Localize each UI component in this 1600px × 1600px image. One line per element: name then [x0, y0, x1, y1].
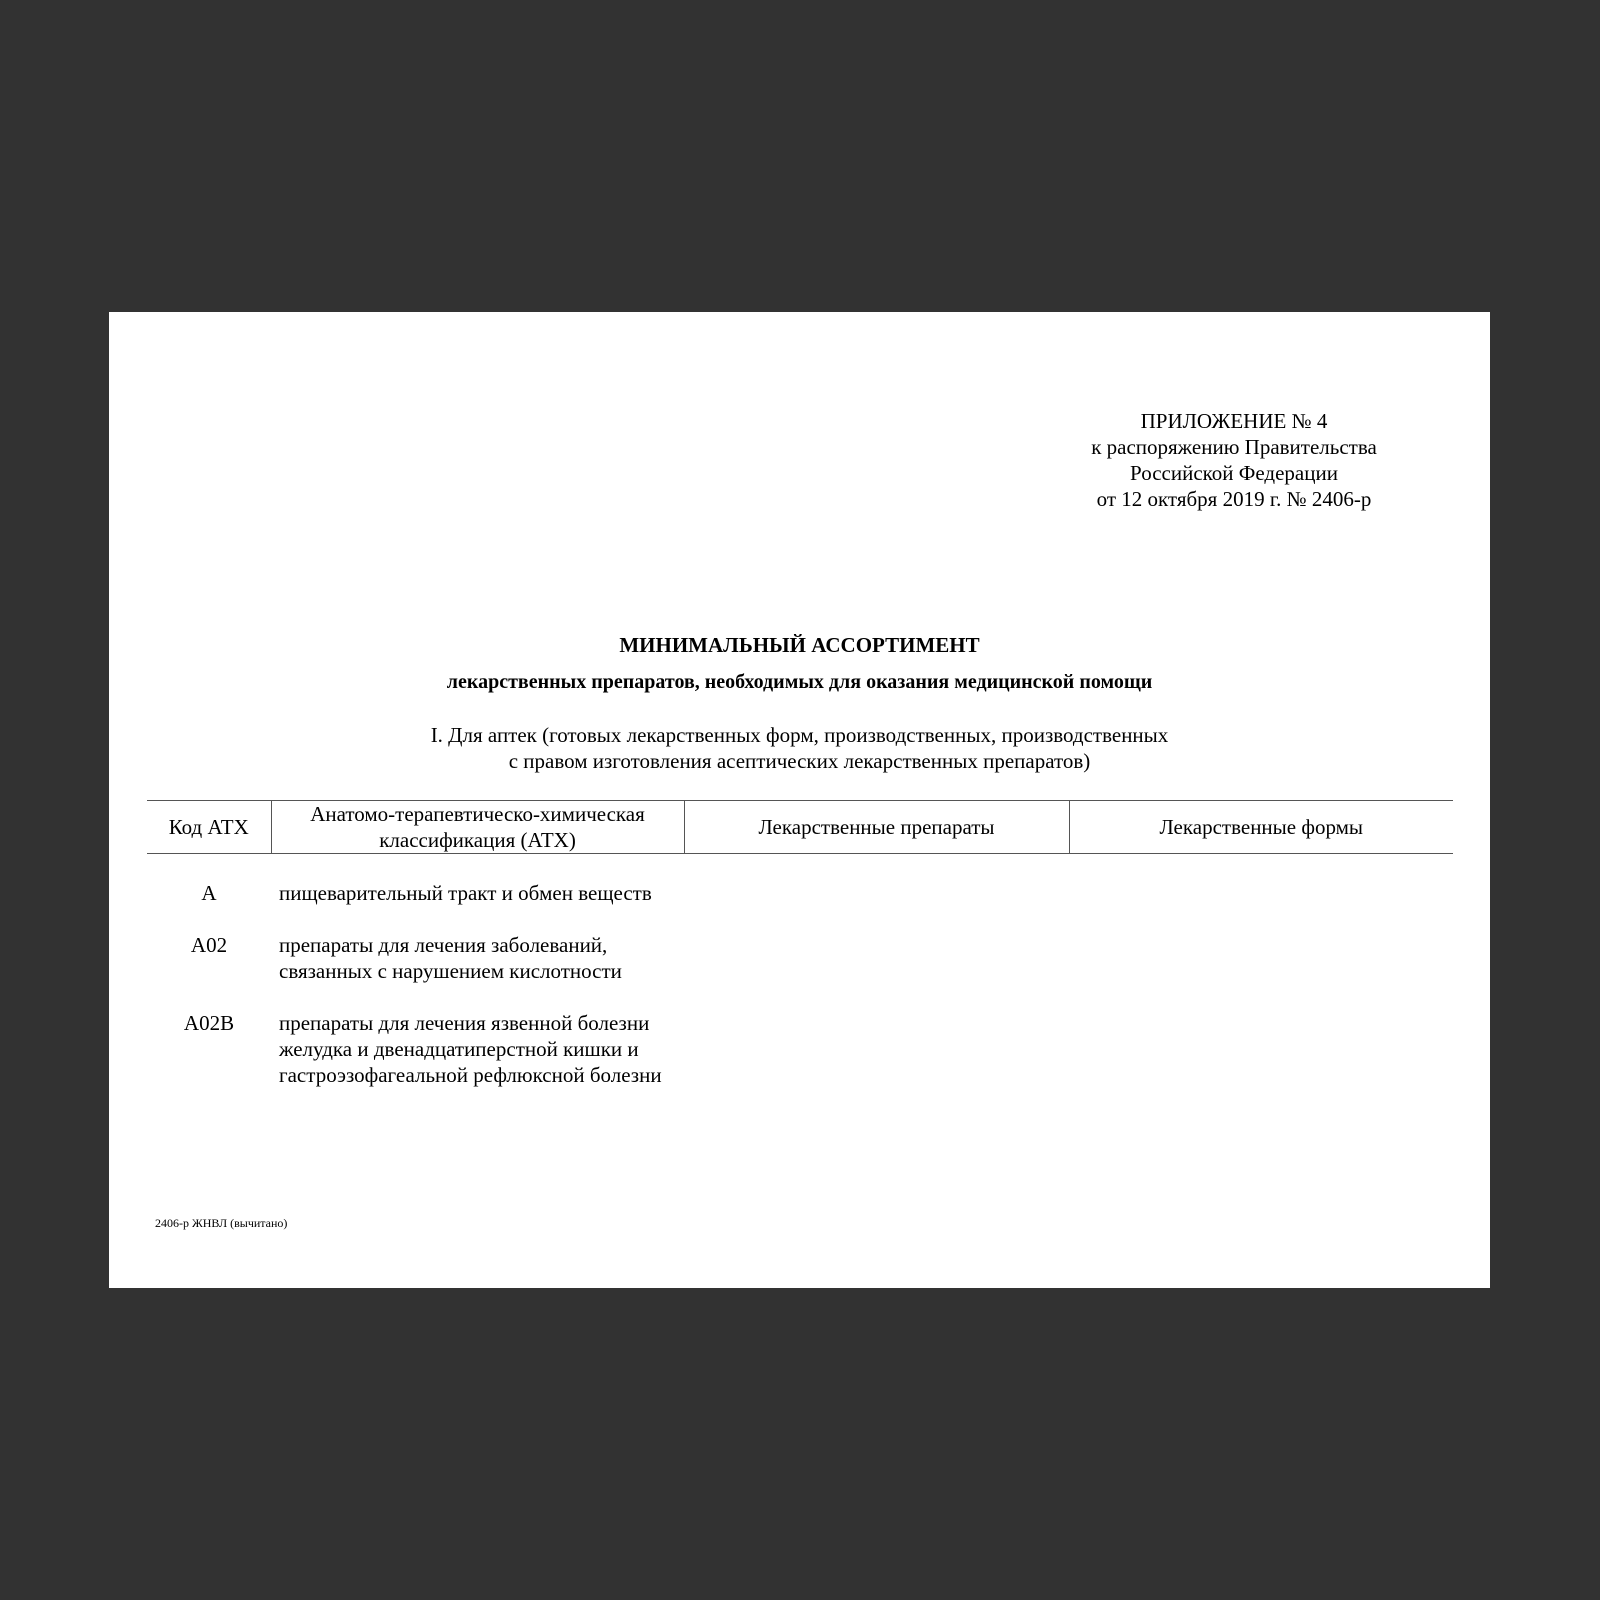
row-drugs — [684, 984, 1069, 1088]
row-forms — [1069, 984, 1453, 1088]
atx-table — [147, 800, 1453, 1088]
document-title: МИНИМАЛЬНЫЙ АССОРТИМЕНТ — [619, 633, 980, 657]
header-atx-classification: Анатомо-терапевтическо-химическая классификация (АТХ) — [271, 801, 684, 854]
row-classification: препараты для лечения заболеваний, связанных с нарушением кислотности — [279, 933, 622, 983]
row-classification: препараты для лечения язвенной болезни желудка и двенадцатиперстной кишки и гастроэзофагеальной рефлюксной болезни — [279, 1011, 662, 1087]
section-heading — [109, 722, 1490, 774]
document-subtitle: лекарственных препаратов, необходимых для оказания медицинской помощи — [446, 671, 1153, 693]
table-row — [147, 906, 1453, 984]
row-forms — [1069, 906, 1453, 984]
header-drugs: Лекарственные препараты — [684, 801, 1069, 854]
footer-note: 2406-р ЖНВЛ (вычитано) — [155, 1216, 288, 1230]
section-heading-line-1: I. Для аптек (готовых лекарственных форм, производственных, производственных — [430, 723, 1169, 747]
appendix-number: ПРИЛОЖЕНИЕ № 4 — [1140, 409, 1328, 433]
row-code: А02В — [183, 1011, 235, 1035]
row-classification: пищеварительный тракт и обмен веществ — [279, 881, 652, 905]
appendix-header — [1069, 408, 1399, 512]
appendix-authority: Российской Федерации — [1130, 461, 1338, 485]
section-heading-line-2: с правом изготовления асептических лекарственных препаратов) — [508, 749, 1091, 773]
row-drugs — [684, 906, 1069, 984]
header-dosage-forms: Лекарственные формы — [1069, 801, 1453, 854]
row-drugs — [684, 854, 1069, 907]
header-atx-code: Код АТХ — [147, 801, 271, 854]
document-page — [109, 312, 1490, 1288]
table-header-row — [147, 801, 1453, 854]
row-code: А02 — [190, 933, 228, 957]
appendix-reference: к распоряжению Правительства — [1091, 435, 1377, 459]
table-row — [147, 984, 1453, 1088]
table-row — [147, 854, 1453, 907]
row-code: А — [201, 881, 217, 905]
row-forms — [1069, 854, 1453, 907]
appendix-date-number: от 12 октября 2019 г. № 2406-р — [1096, 487, 1372, 511]
